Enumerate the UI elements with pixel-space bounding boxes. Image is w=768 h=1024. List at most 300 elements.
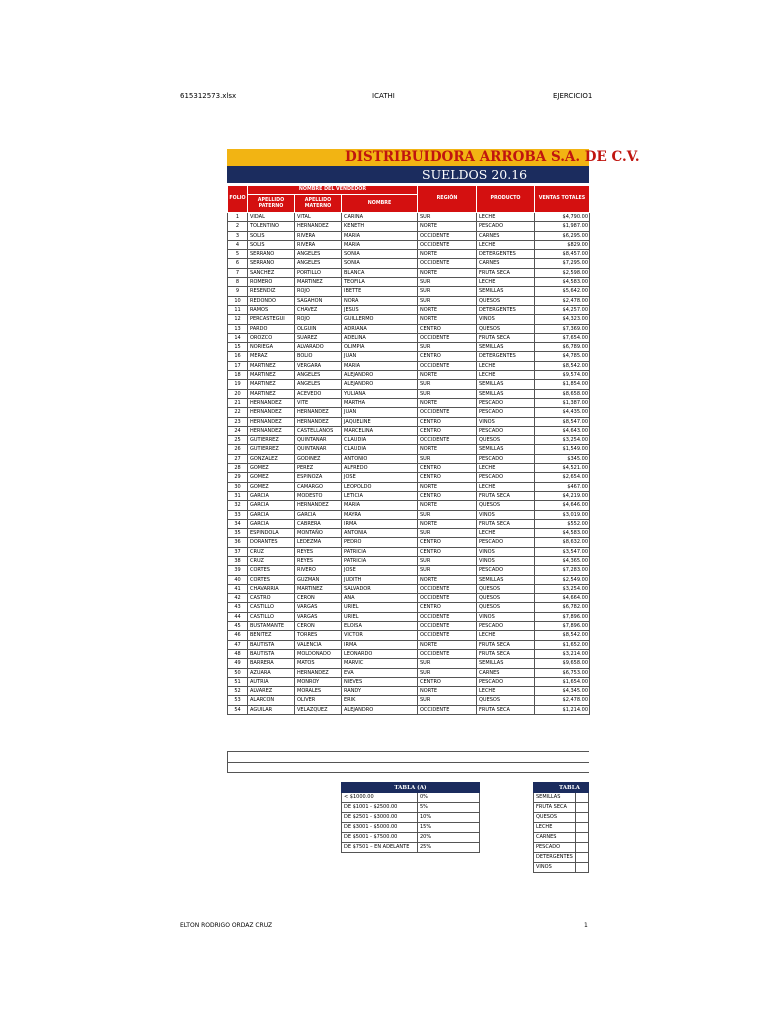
cell-folio: 20 <box>228 389 248 398</box>
cell-ventas: $8,658.00 <box>535 389 590 398</box>
cell-ventas: $4,646.00 <box>535 501 590 510</box>
cell-region: NORTE <box>418 268 477 277</box>
cell-folio: 13 <box>228 324 248 333</box>
cell-folio: 10 <box>228 296 248 305</box>
cell-folio: 3 <box>228 231 248 240</box>
cell-materno: PEREZ <box>295 464 342 473</box>
cell-producto: VINOS <box>477 510 535 519</box>
cell-producto: PESCADO <box>477 622 535 631</box>
table-row <box>228 259 590 268</box>
col-folio: FOLIO <box>228 186 248 213</box>
cell-materno: OLIVER <box>295 696 342 705</box>
cell-ventas: $4,219.00 <box>535 491 590 500</box>
empty-row-divider <box>227 762 589 763</box>
cell-folio: 17 <box>228 361 248 370</box>
cell-paterno: OROZCO <box>248 333 295 342</box>
cell-producto: QUESOS <box>477 584 535 593</box>
cell-paterno: PERCASTEGUI <box>248 315 295 324</box>
tabla-b-value <box>575 803 588 813</box>
cell-nombre: ALEJANDRO <box>342 380 418 389</box>
cell-folio: 24 <box>228 426 248 435</box>
cell-ventas: $2,654.00 <box>535 473 590 482</box>
cell-materno: CABRERA <box>295 519 342 528</box>
cell-region: OCCIDENTE <box>418 259 477 268</box>
cell-ventas: $7,896.00 <box>535 622 590 631</box>
cell-producto: SEMILLAS <box>477 659 535 668</box>
cell-folio: 47 <box>228 640 248 649</box>
cell-paterno: PARDO <box>248 324 295 333</box>
cell-paterno: VIDAL <box>248 213 295 222</box>
cell-producto: LECHE <box>477 631 535 640</box>
cell-region: SUR <box>418 389 477 398</box>
cell-folio: 21 <box>228 398 248 407</box>
cell-ventas: $6,753.00 <box>535 668 590 677</box>
cell-ventas: $1,854.00 <box>535 380 590 389</box>
table-row <box>228 696 590 705</box>
cell-region: OCCIDENTE <box>418 584 477 593</box>
tabla-a-body <box>342 793 480 853</box>
cell-region: NORTE <box>418 398 477 407</box>
tabla-a-range: DE $7501 – EN ADELANTE <box>342 843 418 853</box>
cell-nombre: SONIA <box>342 250 418 259</box>
table-row <box>228 519 590 528</box>
cell-ventas: $4,257.00 <box>535 305 590 314</box>
cell-paterno: BENITEZ <box>248 631 295 640</box>
col-group-vendedor: NOMBRE DEL VENDEDOR <box>248 186 418 195</box>
cell-producto: DETERGENTES <box>477 250 535 259</box>
cell-paterno: BARRERA <box>248 659 295 668</box>
cell-folio: 7 <box>228 268 248 277</box>
table-row <box>228 677 590 686</box>
cell-materno: ANGELES <box>295 250 342 259</box>
cell-nombre: MARIA <box>342 361 418 370</box>
cell-nombre: JOSE <box>342 473 418 482</box>
cell-folio: 35 <box>228 529 248 538</box>
tabla-b-value <box>575 823 588 833</box>
cell-folio: 45 <box>228 622 248 631</box>
cell-region: SUR <box>418 278 477 287</box>
cell-materno: GODINEZ <box>295 454 342 463</box>
cell-producto: VINOS <box>477 547 535 556</box>
tabla-b-product: DETERGENTES <box>534 853 576 863</box>
cell-materno: OLGUIN <box>295 324 342 333</box>
cell-region: OCCIDENTE <box>418 231 477 240</box>
header-filename: 615312573.xlsx <box>180 92 237 100</box>
cell-paterno: MARTINEZ <box>248 380 295 389</box>
cell-nombre: TEOFILA <box>342 278 418 287</box>
cell-nombre: LETICIA <box>342 491 418 500</box>
table-row <box>228 445 590 454</box>
cell-ventas: $4,664.00 <box>535 594 590 603</box>
cell-nombre: PEDRO <box>342 538 418 547</box>
tabla-b-product: FRUTA SECA <box>534 803 576 813</box>
cell-folio: 6 <box>228 259 248 268</box>
cell-ventas: $2,478.00 <box>535 696 590 705</box>
tabla-a-percent: 15% <box>418 823 480 833</box>
tabla-a-row <box>342 793 480 803</box>
tabla-a-percent: 25% <box>418 843 480 853</box>
cell-region: NORTE <box>418 250 477 259</box>
cell-nombre: CLAUDIA <box>342 445 418 454</box>
empty-row-edge <box>227 751 228 772</box>
cell-folio: 33 <box>228 510 248 519</box>
cell-producto: QUESOS <box>477 436 535 445</box>
cell-ventas: $3,254.00 <box>535 584 590 593</box>
table-row <box>228 278 590 287</box>
cell-region: SUR <box>418 287 477 296</box>
cell-nombre: ERIK <box>342 696 418 705</box>
cell-region: OCCIDENTE <box>418 436 477 445</box>
cell-region: CENTRO <box>418 417 477 426</box>
table-row <box>228 240 590 249</box>
cell-producto: CARNES <box>477 259 535 268</box>
cell-ventas: $1,214.00 <box>535 705 590 714</box>
cell-nombre: MAYRA <box>342 510 418 519</box>
col-materno: APELLIDO MATERNO <box>295 195 342 213</box>
cell-ventas: $6,789.00 <box>535 343 590 352</box>
tabla-b-product: PESCADO <box>534 843 576 853</box>
cell-paterno: SANCHEZ <box>248 268 295 277</box>
tabla-a-range: DE $2501 - $3000.00 <box>342 813 418 823</box>
cell-materno: REYES <box>295 547 342 556</box>
cell-materno: HERNANDEZ <box>295 408 342 417</box>
tabla-b-value <box>575 833 588 843</box>
cell-nombre: PATRICIA <box>342 556 418 565</box>
tabla-a-percent: 20% <box>418 833 480 843</box>
cell-ventas: $345.00 <box>535 454 590 463</box>
cell-ventas: $3,214.00 <box>535 649 590 658</box>
tabla-a-range: < $1000.00 <box>342 793 418 803</box>
cell-ventas: $9,574.00 <box>535 371 590 380</box>
cell-region: SUR <box>418 529 477 538</box>
cell-ventas: $5,642.00 <box>535 287 590 296</box>
cell-ventas: $7,896.00 <box>535 612 590 621</box>
cell-materno: SUAREZ <box>295 333 342 342</box>
cell-paterno: GARCIA <box>248 501 295 510</box>
cell-region: SUR <box>418 343 477 352</box>
cell-nombre: JAQUELINE <box>342 417 418 426</box>
cell-producto: PESCADO <box>477 473 535 482</box>
tabla-b-row <box>534 803 589 813</box>
tabla-a-percent: 0% <box>418 793 480 803</box>
table-row <box>228 473 590 482</box>
cell-folio: 14 <box>228 333 248 342</box>
cell-region: NORTE <box>418 305 477 314</box>
cell-paterno: GONZALEZ <box>248 454 295 463</box>
cell-folio: 30 <box>228 482 248 491</box>
cell-nombre: MARVIC <box>342 659 418 668</box>
cell-folio: 51 <box>228 677 248 686</box>
cell-nombre: ELOISA <box>342 622 418 631</box>
cell-paterno: CHAVARRIA <box>248 584 295 593</box>
cell-region: SUR <box>418 659 477 668</box>
cell-region: SUR <box>418 696 477 705</box>
cell-region: OCCIDENTE <box>418 705 477 714</box>
cell-materno: QUINTANAR <box>295 436 342 445</box>
table-row <box>228 556 590 565</box>
cell-producto: DETERGENTES <box>477 352 535 361</box>
cell-producto: VINOS <box>477 315 535 324</box>
tabla-a-row <box>342 843 480 853</box>
page-subtitle: SUELDOS 20.16 <box>422 167 528 182</box>
cell-nombre: NIEVES <box>342 677 418 686</box>
cell-folio: 5 <box>228 250 248 259</box>
cell-folio: 43 <box>228 603 248 612</box>
cell-nombre: RANDY <box>342 687 418 696</box>
tabla-b-body <box>534 793 589 873</box>
cell-nombre: YULIANA <box>342 389 418 398</box>
cell-folio: 31 <box>228 491 248 500</box>
cell-paterno: CRUZ <box>248 556 295 565</box>
cell-nombre: MARCELINA <box>342 426 418 435</box>
cell-producto: PESCADO <box>477 426 535 435</box>
cell-materno: MARTINEZ <box>295 584 342 593</box>
cell-paterno: ROMERO <box>248 278 295 287</box>
tabla-a-row <box>342 803 480 813</box>
tabla-b <box>533 782 589 873</box>
cell-producto: QUESOS <box>477 501 535 510</box>
cell-paterno: HERNANDEZ <box>248 408 295 417</box>
cell-folio: 42 <box>228 594 248 603</box>
cell-folio: 38 <box>228 556 248 565</box>
cell-producto: SEMILLAS <box>477 575 535 584</box>
cell-paterno: HERNANDEZ <box>248 398 295 407</box>
cell-paterno: REDONDO <box>248 296 295 305</box>
cell-region: OCCIDENTE <box>418 649 477 658</box>
tabla-a <box>341 782 480 853</box>
tabla-b-value <box>575 843 588 853</box>
cell-region: CENTRO <box>418 538 477 547</box>
cell-materno: GUZMAN <box>295 575 342 584</box>
cell-nombre: URIEL <box>342 603 418 612</box>
cell-ventas: $3,547.00 <box>535 547 590 556</box>
cell-region: OCCIDENTE <box>418 240 477 249</box>
cell-paterno: ALVAREZ <box>248 687 295 696</box>
cell-producto: LECHE <box>477 278 535 287</box>
tabla-b-clip <box>533 782 589 873</box>
cell-producto: CARNES <box>477 668 535 677</box>
cell-paterno: GUTIERREZ <box>248 436 295 445</box>
cell-paterno: MARTINEZ <box>248 389 295 398</box>
cell-producto: LECHE <box>477 529 535 538</box>
cell-folio: 22 <box>228 408 248 417</box>
cell-folio: 26 <box>228 445 248 454</box>
cell-folio: 15 <box>228 343 248 352</box>
cell-producto: PESCADO <box>477 454 535 463</box>
cell-paterno: GOMEZ <box>248 464 295 473</box>
cell-paterno: SERRANO <box>248 259 295 268</box>
cell-producto: LECHE <box>477 361 535 370</box>
cell-region: CENTRO <box>418 324 477 333</box>
cell-region: OCCIDENTE <box>418 408 477 417</box>
cell-materno: MORALES <box>295 687 342 696</box>
cell-folio: 48 <box>228 649 248 658</box>
cell-materno: ROJO <box>295 287 342 296</box>
cell-ventas: $8,457.00 <box>535 250 590 259</box>
cell-ventas: $2,598.00 <box>535 268 590 277</box>
cell-materno: CHAVEZ <box>295 305 342 314</box>
cell-materno: ANGELES <box>295 371 342 380</box>
cell-region: NORTE <box>418 640 477 649</box>
cell-folio: 12 <box>228 315 248 324</box>
table-row <box>228 566 590 575</box>
tabla-a-title: TABLA (A) <box>342 783 480 793</box>
cell-paterno: SOLIS <box>248 240 295 249</box>
cell-ventas: $2,478.00 <box>535 296 590 305</box>
cell-ventas: $467.00 <box>535 482 590 491</box>
cell-paterno: AGUILAR <box>248 705 295 714</box>
cell-ventas: $1,654.00 <box>535 677 590 686</box>
cell-paterno: BAUTISTA <box>248 640 295 649</box>
cell-paterno: GOMEZ <box>248 482 295 491</box>
tabla-a-row <box>342 813 480 823</box>
title-band <box>227 149 640 166</box>
cell-producto: CARNES <box>477 231 535 240</box>
cell-nombre: MARIA <box>342 501 418 510</box>
table-row <box>228 371 590 380</box>
cell-nombre: ADRIANA <box>342 324 418 333</box>
cell-producto: LECHE <box>477 240 535 249</box>
cell-producto: QUESOS <box>477 603 535 612</box>
cell-ventas: $1,987.00 <box>535 222 590 231</box>
cell-nombre: JOSE <box>342 566 418 575</box>
cell-region: OCCIDENTE <box>418 622 477 631</box>
cell-nombre: CLAUDIA <box>342 436 418 445</box>
cell-region: OCCIDENTE <box>418 594 477 603</box>
cell-folio: 49 <box>228 659 248 668</box>
cell-nombre: MARIA <box>342 231 418 240</box>
cell-producto: SEMILLAS <box>477 287 535 296</box>
cell-materno: REYES <box>295 556 342 565</box>
cell-folio: 19 <box>228 380 248 389</box>
cell-region: NORTE <box>418 445 477 454</box>
cell-ventas: $4,345.00 <box>535 687 590 696</box>
cell-folio: 40 <box>228 575 248 584</box>
cell-paterno: SOLIS <box>248 231 295 240</box>
cell-producto: FRUTA SECA <box>477 268 535 277</box>
cell-paterno: BAUTISTA <box>248 649 295 658</box>
cell-producto: LECHE <box>477 371 535 380</box>
table-row <box>228 640 590 649</box>
cell-ventas: $829.00 <box>535 240 590 249</box>
tabla-a-range: DE $1001 - $2500.00 <box>342 803 418 813</box>
cell-region: CENTRO <box>418 491 477 500</box>
cell-paterno: GOMEZ <box>248 473 295 482</box>
sales-table-body <box>228 213 590 715</box>
cell-nombre: BLANCA <box>342 268 418 277</box>
cell-producto: PESCADO <box>477 538 535 547</box>
tabla-b-product: SEMILLAS <box>534 793 576 803</box>
table-row <box>228 324 590 333</box>
cell-nombre: SALVADOR <box>342 584 418 593</box>
cell-nombre: IBETTE <box>342 287 418 296</box>
cell-region: NORTE <box>418 501 477 510</box>
cell-region: NORTE <box>418 315 477 324</box>
cell-materno: ESPINOZA <box>295 473 342 482</box>
cell-materno: RIVERA <box>295 231 342 240</box>
cell-region: SUR <box>418 213 477 222</box>
cell-ventas: $4,583.00 <box>535 529 590 538</box>
table-row <box>228 464 590 473</box>
cell-nombre: URIEL <box>342 612 418 621</box>
cell-materno: VELAZQUEZ <box>295 705 342 714</box>
cell-materno: MONROY <box>295 677 342 686</box>
cell-nombre: JUAN <box>342 408 418 417</box>
cell-producto: QUESOS <box>477 296 535 305</box>
cell-producto: SEMILLAS <box>477 343 535 352</box>
cell-nombre: ALEJANDRO <box>342 705 418 714</box>
cell-ventas: $8,632.00 <box>535 538 590 547</box>
cell-materno: VALENCIA <box>295 640 342 649</box>
cell-region: SUR <box>418 510 477 519</box>
cell-folio: 25 <box>228 436 248 445</box>
table-row <box>228 250 590 259</box>
cell-nombre: ALFREDO <box>342 464 418 473</box>
table-row <box>228 268 590 277</box>
cell-nombre: ANTONIO <box>342 454 418 463</box>
cell-region: CENTRO <box>418 677 477 686</box>
cell-paterno: AUTRIA <box>248 677 295 686</box>
cell-ventas: $1,387.00 <box>535 398 590 407</box>
table-row <box>228 296 590 305</box>
cell-region: CENTRO <box>418 352 477 361</box>
cell-nombre: GUILLERMO <box>342 315 418 324</box>
cell-producto: VINOS <box>477 417 535 426</box>
cell-materno: SAGAHON <box>295 296 342 305</box>
cell-materno: RIVERO <box>295 566 342 575</box>
cell-producto: LECHE <box>477 482 535 491</box>
cell-region: OCCIDENTE <box>418 612 477 621</box>
cell-materno: CASTELLANOS <box>295 426 342 435</box>
table-row <box>228 603 590 612</box>
cell-materno: QUINTANAR <box>295 445 342 454</box>
cell-producto: QUESOS <box>477 594 535 603</box>
cell-paterno: DORANTES <box>248 538 295 547</box>
cell-ventas: $4,521.00 <box>535 464 590 473</box>
cell-materno: CERON <box>295 622 342 631</box>
table-row <box>228 529 590 538</box>
table-row <box>228 352 590 361</box>
cell-folio: 11 <box>228 305 248 314</box>
cell-ventas: $7,369.00 <box>535 324 590 333</box>
table-row <box>228 575 590 584</box>
tabla-b-value <box>575 853 588 863</box>
cell-ventas: $7,283.00 <box>535 566 590 575</box>
table-row <box>228 315 590 324</box>
cell-ventas: $6,782.00 <box>535 603 590 612</box>
cell-nombre: MARTHA <box>342 398 418 407</box>
table-row <box>228 538 590 547</box>
cell-paterno: ESPINDOLA <box>248 529 295 538</box>
cell-region: NORTE <box>418 575 477 584</box>
cell-region: SUR <box>418 566 477 575</box>
cell-nombre: JUAN <box>342 352 418 361</box>
cell-region: CENTRO <box>418 426 477 435</box>
cell-nombre: JESUS <box>342 305 418 314</box>
cell-paterno: CASTILLO <box>248 603 295 612</box>
cell-producto: FRUTA SECA <box>477 519 535 528</box>
cell-materno: VARGAS <box>295 603 342 612</box>
table-row <box>228 594 590 603</box>
table-row <box>228 584 590 593</box>
table-row <box>228 213 590 222</box>
cell-nombre: PATRICIA <box>342 547 418 556</box>
cell-paterno: HERNANDEZ <box>248 417 295 426</box>
cell-nombre: KENETH <box>342 222 418 231</box>
cell-ventas: $4,435.00 <box>535 408 590 417</box>
cell-nombre: EVA <box>342 668 418 677</box>
cell-region: SUR <box>418 296 477 305</box>
